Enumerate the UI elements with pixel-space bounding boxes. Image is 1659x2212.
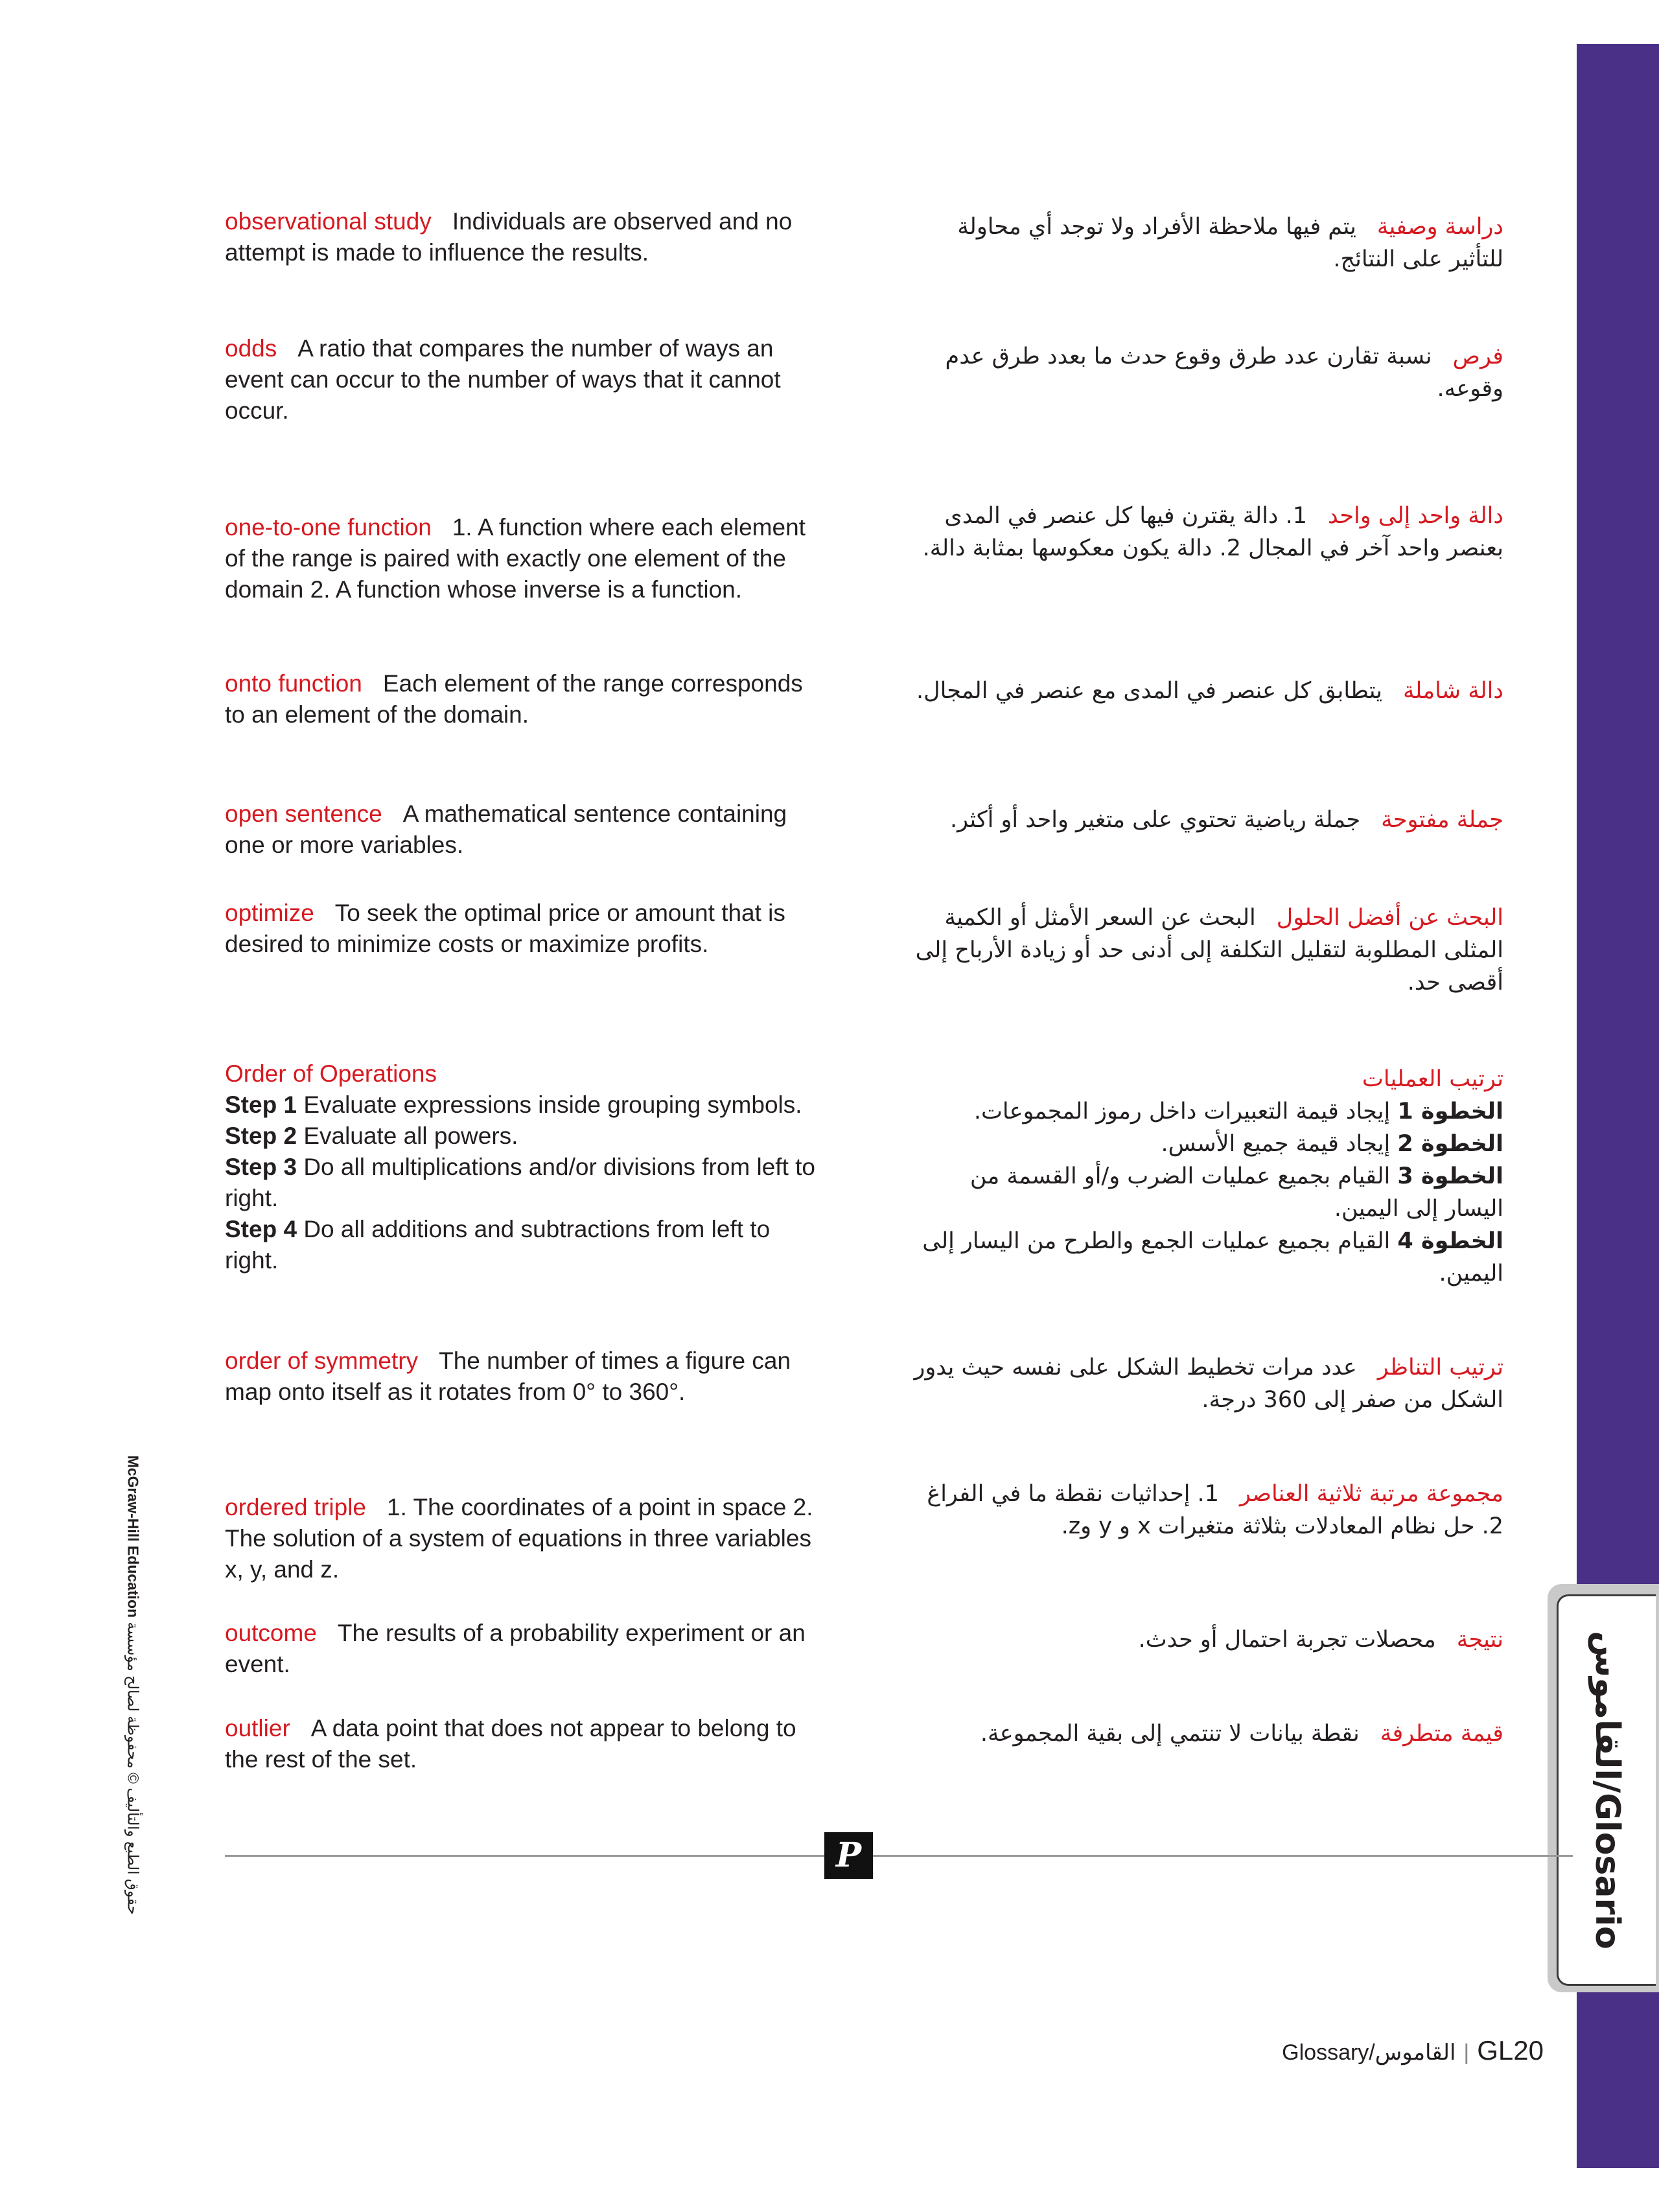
term: مجموعة مرتبة ثلاثية العناصر	[1239, 1481, 1503, 1507]
definition: The number of times a figure can map onto itself as it rotates from 0° to 360°.	[225, 1347, 791, 1405]
term: ترتيب التناظر	[1377, 1355, 1503, 1380]
definition: A mathematical sentence containing one or more variables.	[225, 800, 787, 858]
step-4: Step 4 Do all additions and subtractions from left to right.	[225, 1216, 771, 1274]
entry-ar-optimize	[907, 902, 1503, 999]
definition: نسبة تقارن عدد طرق وقوع حدث ما بعدد طرق عدم وقوعه.	[945, 343, 1503, 402]
step-2: Step 2 Evaluate all powers.	[225, 1123, 518, 1149]
entry-ar-order-of-operations	[907, 1063, 1503, 1290]
step-1: Step 1 Evaluate expressions inside grouping symbols.	[225, 1091, 802, 1118]
term: outcome	[225, 1620, 317, 1646]
entry-ar-outcome	[907, 1624, 1503, 1656]
entry-ar-one-to-one-function	[907, 500, 1503, 565]
definition: 1. The coordinates of a point in space 2. The solution of a system of equations in three variables x, y, and z.	[225, 1494, 813, 1583]
term: فرص	[1452, 343, 1503, 369]
publisher-name: McGraw-Hill Education	[124, 1455, 142, 1618]
definition: البحث عن السعر الأمثل أو الكمية المثلى المطلوبة لتقليل التكلفة إلى أدنى حد أو زيادة الأرباح إلى أقصى حد.	[915, 905, 1503, 995]
term: نتيجة	[1456, 1627, 1503, 1653]
entry-en-ordered-triple	[225, 1492, 821, 1585]
definition: نقطة بيانات لا تنتمي إلى بقية المجموعة.	[980, 1721, 1360, 1747]
step-3: Step 3 Do all multiplications and/or divisions from left to right.	[225, 1154, 815, 1211]
entry-en-optimize	[225, 898, 821, 960]
entry-ar-observational-study	[907, 211, 1503, 275]
entry-en-order-of-symmetry	[225, 1345, 821, 1408]
step-2: الخطوة 2 إيجاد قيمة جميع الأسس.	[1161, 1131, 1503, 1157]
definition: Each element of the range corresponds to an element of the domain.	[225, 670, 803, 728]
definition: 1. إحداثيات نقطة ما في الفراغ 2. حل نظام المعادلات بثلاثة متغيرات x و y وz.	[927, 1481, 1503, 1539]
term: البحث عن أفضل الحلول	[1276, 905, 1503, 931]
entry-en-observational-study	[225, 206, 821, 268]
definition: جملة رياضية تحتوي على متغير واحد أو أكثر.	[949, 807, 1361, 833]
entry-ar-ordered-triple	[907, 1478, 1503, 1543]
term: outlier	[225, 1715, 290, 1741]
footer-separator: |	[1463, 2040, 1470, 2065]
step-3: الخطوة 3 القيام بجميع عمليات الضرب و/أو القسمة من اليسار إلى اليمين.	[969, 1163, 1503, 1222]
entry-ar-onto-function	[907, 675, 1503, 707]
definition: The results of a probability experiment or an event.	[225, 1620, 806, 1677]
copyright-notice	[124, 1456, 142, 1915]
term: observational study	[225, 208, 432, 235]
definition: A data point that does not appear to belong to the rest of the set.	[225, 1715, 796, 1773]
term: order of symmetry	[225, 1347, 419, 1374]
entry-ar-open-sentence	[907, 804, 1503, 836]
term: open sentence	[225, 800, 382, 827]
entry-en-open-sentence	[225, 798, 821, 861]
side-tab-label: القاموس/Glosario	[1588, 1631, 1627, 1950]
entry-en-outcome	[225, 1618, 821, 1680]
section-letter: P	[824, 1832, 873, 1879]
definition: To seek the optimal price or amount that is desired to minimize costs or maximize profits.	[225, 900, 785, 957]
definition: 1. A function where each element of the range is paired with exactly one element of the domain 2. A function whose inverse is a function.	[225, 514, 806, 603]
section-divider-left	[225, 1855, 824, 1857]
page-footer	[1282, 2035, 1544, 2066]
section-divider-right	[873, 1855, 1573, 1857]
entry-en-outlier	[225, 1713, 821, 1775]
definition: Individuals are observed and no attempt is made to influence the results.	[225, 208, 793, 266]
entry-ar-order-of-symmetry	[907, 1351, 1503, 1416]
definition: A ratio that compares the number of ways an event can occur to the number of ways that it cannot occur.	[225, 335, 781, 424]
entry-ar-outlier	[907, 1717, 1503, 1750]
definition: عدد مرات تخطيط الشكل على نفسه حيث يدور الشكل من صفر إلى 360 درجة.	[914, 1355, 1503, 1413]
definition: يتم فيها ملاحظة الأفراد ولا توجد أي محاولة للتأثير على النتائج.	[957, 214, 1503, 272]
term: دراسة وصفية	[1376, 214, 1503, 240]
definition: محصلات تجربة احتمال أو حدث.	[1138, 1627, 1436, 1653]
term: دالة واحد إلى واحد	[1328, 503, 1503, 529]
term: جملة مفتوحة	[1381, 807, 1503, 833]
footer-label: Glossary/القاموس	[1282, 2040, 1456, 2065]
entry-en-one-to-one-function	[225, 512, 821, 605]
glossary-side-tab	[1548, 1584, 1659, 1992]
term: optimize	[225, 900, 314, 926]
term: دالة شاملة	[1403, 678, 1503, 704]
page-number: GL20	[1477, 2035, 1544, 2066]
term: odds	[225, 335, 277, 362]
step-4: الخطوة 4 القيام بجميع عمليات الجمع والطرح من اليسار إلى اليمين.	[922, 1228, 1503, 1286]
entry-en-order-of-operations	[225, 1058, 821, 1276]
term: ordered triple	[225, 1494, 367, 1520]
copyright-text: حقوق الطبع والتأليف © محفوظة لصالح مؤسسة	[124, 1622, 142, 1915]
definition: يتطابق كل عنصر في المدى مع عنصر في المجال.	[916, 678, 1383, 704]
term: onto function	[225, 670, 362, 697]
term: Order of Operations	[225, 1060, 437, 1087]
entry-ar-odds	[907, 340, 1503, 405]
term: one-to-one function	[225, 514, 432, 541]
entry-en-onto-function	[225, 668, 821, 730]
term: ترتيب العمليات	[1362, 1066, 1503, 1092]
term: قيمة متطرفة	[1380, 1721, 1503, 1747]
definition: 1. دالة يقترن فيها كل عنصر في المدى بعنصر واحد آخر في المجال 2. دالة يكون معكوسها بمثابة دالة.	[922, 503, 1503, 561]
step-1: الخطوة 1 إيجاد قيمة التعبيرات داخل رموز المجموعات.	[973, 1099, 1503, 1124]
entry-en-odds	[225, 333, 821, 426]
